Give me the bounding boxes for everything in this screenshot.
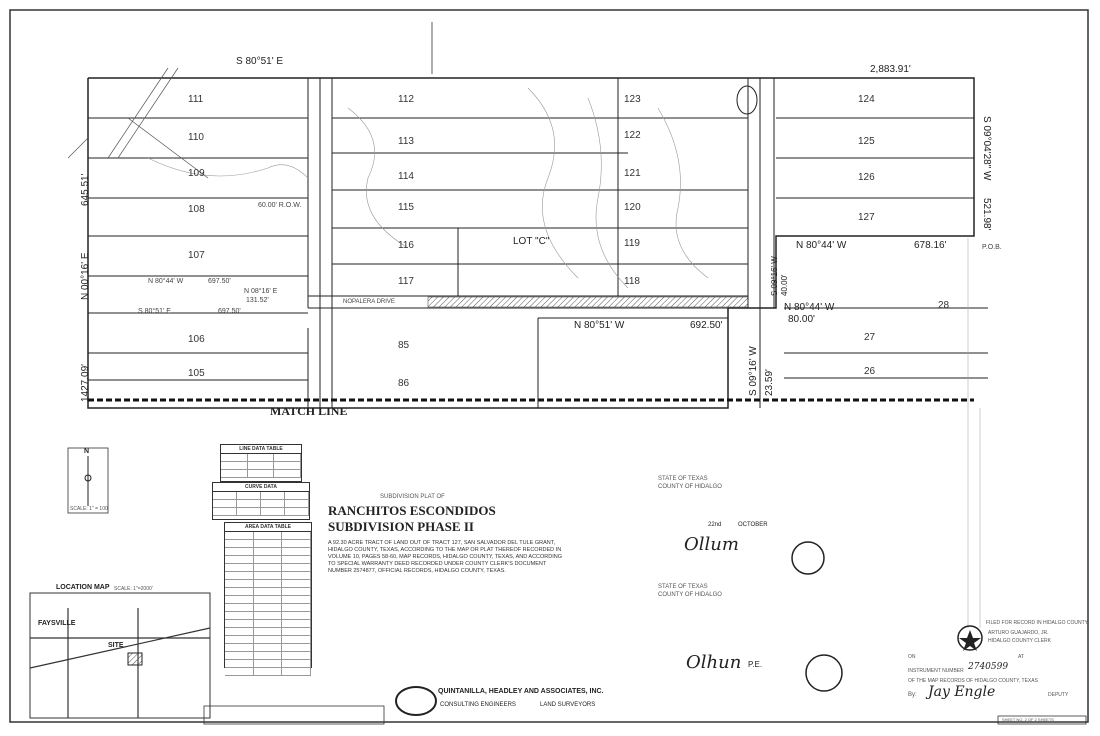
- seal-2: [806, 655, 842, 691]
- lot-86: 86: [398, 378, 410, 389]
- lot-27: 27: [864, 332, 876, 343]
- bearing-left-vertical: N 00°16' E: [80, 252, 91, 300]
- subtitle: SUBDIVISION PLAT OF: [380, 494, 445, 500]
- lot-114: 114: [398, 171, 414, 182]
- line-data-table: [220, 444, 302, 482]
- distance-678: 678.16': [914, 240, 947, 251]
- bearing-s0916w: S 09°16' W: [748, 346, 759, 396]
- distance-692: 692.50': [690, 320, 723, 331]
- lot-28: 28: [938, 300, 950, 311]
- cert-county: COUNTY OF HIDALGO: [658, 484, 722, 490]
- title-block: [328, 488, 568, 588]
- recording-by: By:: [908, 692, 917, 698]
- lot-110: 110: [188, 132, 204, 143]
- signature-2: Olhun: [686, 652, 742, 673]
- distance-right: 521.98': [981, 198, 992, 231]
- title-description: A 92.30 ACRE TRACT OF LAND OUT OF TRACT 127, SAN SALVADOR DEL TULE GRANT, HIDALGO COUNTY, TEXAS, ACCORDING TO THE MAP OR PLAT THEREOF RECORDED IN VOLUME 10, PAGES 58-60, MAP RECORDS, HIDALGO COUNTY, TEXAS, AND ACCORDING TO SPECIAL WARRANTY DEED RECORDED UNDER COUNTY CLERK'S DOCUMENT NUMBER 2574877, OFFICIAL RECORDS, HIDALGO COUNTY, TEXAS.: [328, 540, 563, 574]
- bearing-s0916-short: S 09°16' W: [770, 256, 779, 296]
- site-marker: [128, 653, 142, 665]
- title-line1: RANCHITOS ESCONDIDOS: [328, 503, 496, 518]
- distance-left-lower: 1427.09': [80, 363, 91, 402]
- location-map-site: SITE: [108, 642, 124, 649]
- bearing-n0816e: N 08°16' E: [244, 288, 278, 295]
- north-label: N: [84, 448, 90, 455]
- recording-clerk-title: HIDALGO COUNTY CLERK: [988, 638, 1051, 644]
- recording-filed: FILED FOR RECORD IN HIDALGO COUNTY: [986, 620, 1088, 626]
- row-label: 60.00' R.O.W.: [258, 202, 302, 209]
- lot-112: 112: [398, 94, 414, 105]
- lot-26: 26: [864, 366, 876, 377]
- lot-120: 120: [624, 202, 641, 213]
- location-map-label: LOCATION MAP: [56, 584, 110, 591]
- recording-deputy: DEPUTY: [1048, 692, 1069, 698]
- bearing-n8044w-2: N 80°44' W: [784, 302, 835, 313]
- distance-80: 80.00': [788, 314, 815, 325]
- recording-instrument: INSTRUMENT NUMBER: [908, 668, 964, 674]
- distance-s0916-short: 40.00': [780, 274, 789, 296]
- match-line-label: MATCH LINE: [270, 404, 348, 418]
- company-logo: [396, 687, 436, 715]
- bearing-s8051e: S 80°51' E: [138, 308, 171, 315]
- recording-clerk: ARTURO GUAJARDO, JR.: [988, 630, 1049, 636]
- cert-state: STATE OF TEXAS: [658, 476, 708, 482]
- bearing-top-left: S 80°51' E: [236, 56, 284, 67]
- recording-records: OF THE MAP RECORDS OF HIDALGO COUNTY, TEXAS: [908, 678, 1038, 684]
- lot-105: 105: [188, 368, 205, 379]
- signature-1: Ollum: [684, 534, 739, 555]
- cert-county-2: COUNTY OF HIDALGO: [658, 592, 722, 598]
- lot-85: 85: [398, 340, 410, 351]
- distance-s0916w: 23.59': [764, 369, 775, 396]
- lot-107: 107: [188, 250, 205, 261]
- street-nopalera: NOPALERA DRIVE: [343, 299, 395, 305]
- footer-sheet: SHEET NO. 2 OF 2 SHEETS: [1002, 717, 1054, 722]
- lot-c: LOT "C": [513, 236, 550, 247]
- left-block-lines: [88, 78, 308, 408]
- sheet-border: [10, 10, 1088, 722]
- right-margin-lines: [968, 238, 980, 628]
- area-data-table-title: AREA DATA TABLE: [225, 523, 311, 532]
- distance-697b: 697.50': [218, 308, 241, 315]
- lot-115: 115: [398, 202, 414, 213]
- lot-122: 122: [624, 130, 641, 141]
- lot-106: 106: [188, 334, 205, 345]
- recording-on: ON: [908, 654, 916, 660]
- location-map-place: FAYSVILLE: [38, 620, 76, 627]
- plat-sheet: [8, 8, 1092, 726]
- bearing-n8051w: N 80°51' W: [574, 320, 625, 331]
- plat-drawing: [8, 8, 1092, 726]
- easement-diagonals: [68, 68, 208, 178]
- company-name: QUINTANILLA, HEADLEY AND ASSOCIATES, INC.: [438, 688, 604, 695]
- location-map-frame: [30, 593, 210, 718]
- cert-day: 22nd: [708, 522, 722, 528]
- distance-left: 645.51': [80, 173, 91, 206]
- lot-123: 123: [624, 94, 641, 105]
- bearing-n8044w-left: N 80°44' W: [148, 278, 184, 285]
- lot-126: 126: [858, 172, 875, 183]
- lot-121: 121: [624, 168, 641, 179]
- scale-note: SCALE: 1" = 100': [70, 506, 109, 512]
- line-data-table-title: LINE DATA TABLE: [221, 445, 301, 454]
- distance-697: 697.50': [208, 278, 231, 285]
- seal-1: [792, 542, 824, 574]
- lot-116: 116: [398, 240, 414, 251]
- company-line2: LAND SURVEYORS: [540, 702, 596, 708]
- cert-state-2: STATE OF TEXAS: [658, 584, 708, 590]
- lot-111: 111: [188, 94, 204, 105]
- lot-118: 118: [624, 276, 640, 287]
- bearing-n8044w-1: N 80°44' W: [796, 240, 847, 251]
- company-line1: CONSULTING ENGINEERS: [440, 702, 516, 708]
- pob-label: P.O.B.: [982, 244, 1002, 251]
- recording-at: AT: [1018, 654, 1025, 660]
- lot-108: 108: [188, 204, 205, 215]
- bearing-right-vertical: S 09°04'28" W: [981, 116, 992, 181]
- curve-data-table-title: CURVE DATA: [213, 483, 309, 492]
- title-line2: SUBDIVISION PHASE II: [328, 519, 474, 534]
- lot-119: 119: [624, 238, 640, 249]
- distance-131: 131.52': [246, 297, 269, 304]
- lot-125: 125: [858, 136, 875, 147]
- recording-instrument-no: 2740599: [968, 662, 1009, 672]
- cert-month: OCTOBER: [738, 522, 768, 528]
- lot-113: 113: [398, 136, 414, 147]
- lot-124: 124: [858, 94, 875, 105]
- location-map-scale: SCALE: 1"=2000': [114, 586, 153, 592]
- curve-data-table: [212, 482, 310, 520]
- lot-109: 109: [188, 168, 205, 179]
- deputy-signature: Jay Engle: [928, 684, 996, 700]
- distance-top-right: 2,883.91': [870, 64, 911, 75]
- lot-127: 127: [858, 212, 875, 223]
- hatched-strip: [428, 297, 748, 307]
- area-data-table: [224, 522, 312, 668]
- lot-117: 117: [398, 276, 414, 287]
- cert-pe: P.E.: [748, 660, 763, 669]
